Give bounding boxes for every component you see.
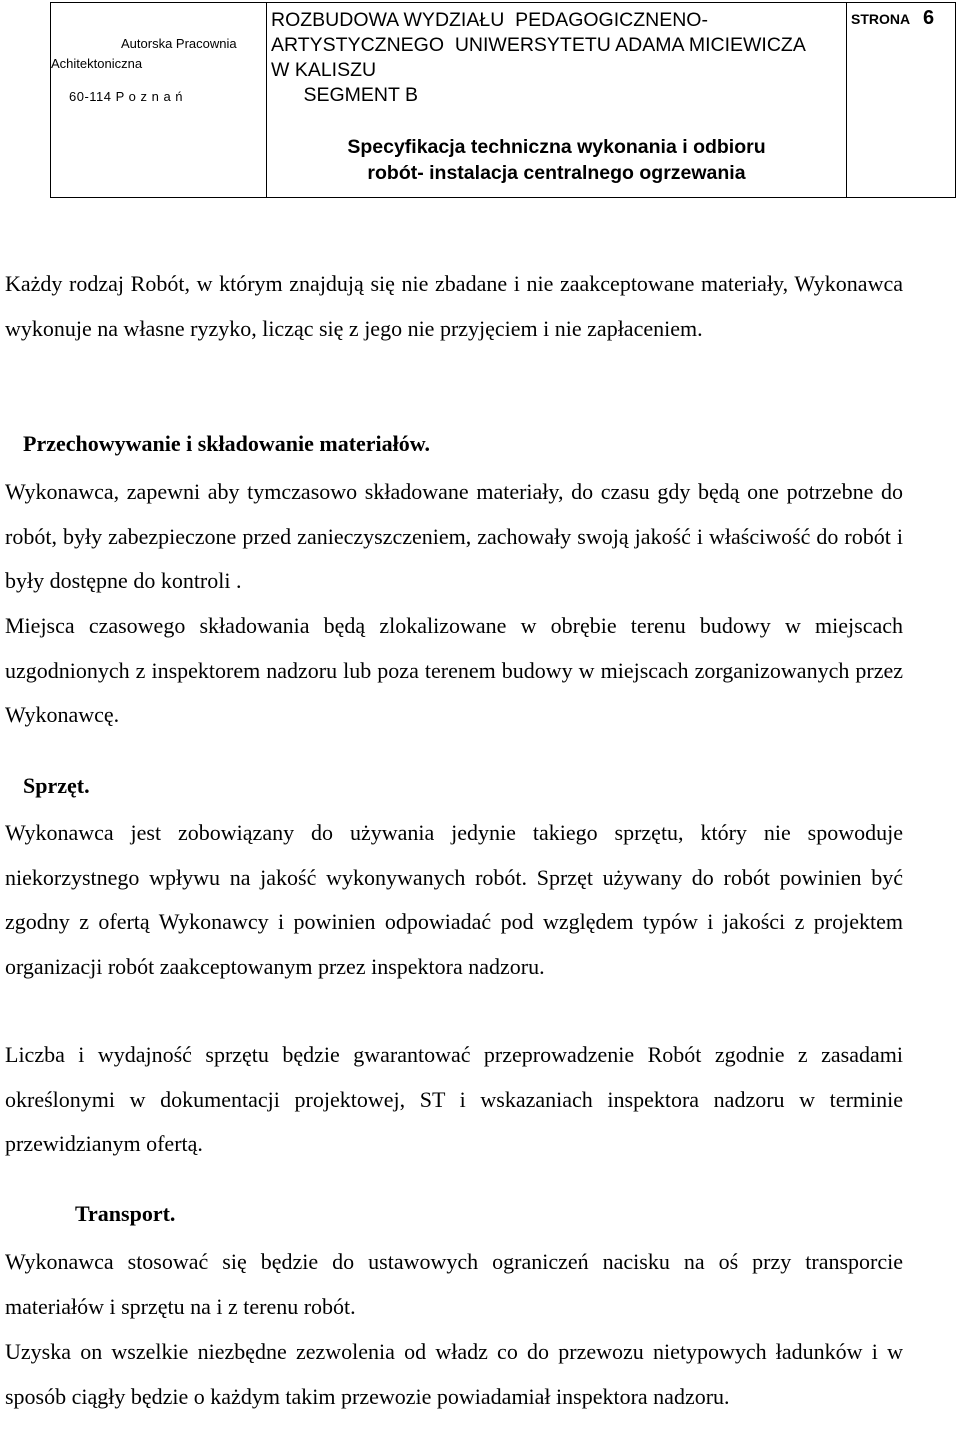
paragraph-transport-permits: Uzyska on wszelkie niezbędne zezwolenia od władz co do przewozu nietypowych ładunków i w sposób ciągły będzie o każdym takim przewozie powiadamiał inspektora nadzoru. — [5, 1339, 903, 1409]
heading-storage: Przechowywanie i składowanie materiałów. — [23, 431, 430, 456]
page-label: STRONA — [851, 11, 911, 27]
paragraph-storage-location: Miejsca czasowego składowania będą zlokalizowane w obrębie terenu budowy w miejscach uzgodnionych z inspektorem nadzoru lub poza terenem budowy w miejscach zorganizowanych przez Wykonawcę. — [5, 613, 903, 727]
paragraph-transport-limits: Wykonawca stosować się będzie do ustawowych ograniczeń nacisku na oś przy transporcie materiałów i sprzętu na i z terenu robót. — [5, 1249, 903, 1319]
page-cell — [847, 3, 955, 197]
paragraph-storage: Wykonawca, zapewni aby tymczasowo składowane materiały, do czasu gdy będą one potrzebne do robót, były zabezpieczone przed zanieczyszczeniem, zachowały swoją jakość i właściwość do robót i były dostępne do kontroli . — [5, 479, 903, 593]
heading-transport: Transport. — [75, 1201, 176, 1226]
heading-equipment: Sprzęt. — [23, 773, 90, 798]
page-number: 6 — [923, 7, 935, 29]
office-name-line2: Achitektoniczna — [51, 56, 143, 71]
office-address: 60-114 P o z n a ń — [69, 89, 184, 104]
paragraph-equipment: Wykonawca jest zobowiązany do używania jedynie takiego sprzętu, który nie spowoduje niekorzystnego wpływu na jakość wykonywanych robót. Sprzęt używany do robót powinien być zgodny z ofertą Wykonawcy i powinien odpowiadać pod względem typów i jakości z projektem organizacji robót zaakceptowanym przez inspektora nadzoru. — [5, 820, 903, 979]
office-name-line1: Autorska Pracownia — [121, 36, 237, 51]
spec-title-line2: robót- instalacja centralnego ogrzewania — [367, 162, 746, 184]
spec-title-line1: Specyfikacja techniczna wykonania i odbioru — [347, 136, 766, 158]
paragraph-equipment-capacity: Liczba i wydajność sprzętu będzie gwarantować przeprowadzenie Robót zgodnie z zasadami określonymi w dokumentacji projektowej, ST i wskazaniach inspektora nadzoru w terminie przewidzianym ofertą. — [5, 1042, 903, 1156]
project-title: ROZBUDOWA WYDZIAŁU PEDAGOGICZNENO- ARTYSTYCZNEGO UNIWERSYTETU ADAMA MICIEWICZA W KALISZU SEGMENT B — [271, 9, 806, 106]
office-cell — [51, 3, 267, 197]
spec-title — [267, 134, 846, 186]
document-header — [50, 2, 956, 198]
paragraph-unaccepted-materials: Każdy rodzaj Robót, w którym znajdują się nie zbadane i nie zaakceptowane materiały, Wykonawca wykonuje na własne ryzyko, licząc się z jego nie przyjęciem i nie zapłaceniem. — [5, 271, 903, 341]
title-cell — [267, 3, 847, 197]
